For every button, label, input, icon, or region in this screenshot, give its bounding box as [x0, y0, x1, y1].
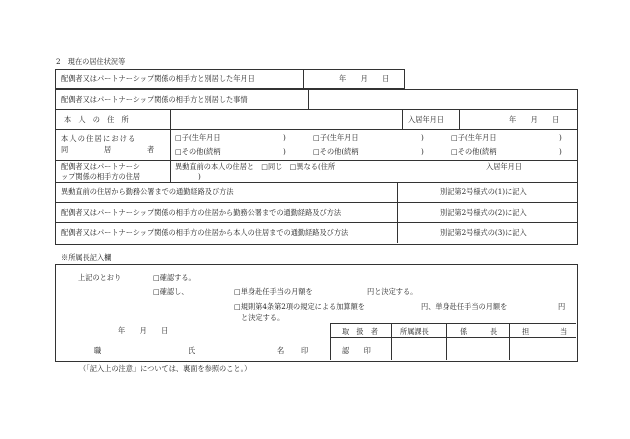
close-paren: ) — [283, 133, 286, 142]
route1-ref: 別記第2号様式の(1)に記入 — [440, 187, 527, 196]
row-line — [55, 109, 577, 110]
divider — [170, 109, 171, 129]
stamp-grid-line — [446, 323, 447, 360]
handler-label: 取 扱 者 — [342, 327, 378, 336]
tanto-label: 担 — [522, 327, 530, 336]
supervisor-date[interactable]: 年 月 日 — [118, 326, 169, 335]
section-heading: 2 現在の居住状況等 — [56, 57, 126, 66]
divider — [303, 69, 304, 88]
supervisor-lead: 上記のとおり — [78, 273, 122, 282]
to-decide-text: と決定する。 — [241, 313, 285, 322]
route3-label: 配偶者又はパートナーシップ関係の相手方の住居から本人の住居までの通勤経路及び方法 — [61, 228, 349, 237]
yen-monthly-text: 円、単身赴任手当の月額を — [421, 302, 508, 311]
stamp-grid-line — [330, 337, 576, 338]
divider — [402, 109, 403, 129]
seal-label: 印 — [301, 346, 309, 355]
route3-ref: 別記第2号様式の(3)に記入 — [440, 228, 527, 237]
separation-date-value[interactable]: 年 月 日 — [339, 74, 390, 83]
move-in-label: 入居年月日 — [408, 115, 444, 124]
close-paren: ) — [283, 147, 286, 156]
confirm-checkbox[interactable]: □確認する。 — [153, 273, 196, 282]
row-line — [55, 160, 577, 161]
cho-label: 長 — [490, 327, 498, 336]
close-paren: ) — [198, 172, 201, 181]
stamp-grid-line — [330, 323, 331, 360]
close-paren: ) — [421, 133, 424, 142]
route1-label: 異動直前の住居から勤務公署までの通勤経路及び方法 — [61, 187, 234, 196]
kakari-label: 係 — [460, 327, 468, 336]
stamp-grid-line — [330, 323, 576, 324]
cohabitant-label-line1: 本人の住居における — [61, 134, 137, 143]
child-checkbox-1[interactable]: □子(生年月日 — [175, 133, 221, 142]
cohabitant-label-reside: 居 — [104, 145, 112, 154]
row-line — [55, 222, 577, 223]
spouse-residence-label-line1: 配偶者又はパートナーシ — [61, 162, 140, 171]
close-paren: ) — [421, 147, 424, 156]
shi-label: 氏 — [188, 346, 196, 355]
own-address-label: 本 人 の 住 所 — [64, 115, 129, 124]
single-allowance-checkbox[interactable]: □単身赴任手当の月額を — [234, 287, 313, 296]
separation-date-label: 配偶者又はパートナーシップ関係の相手方と別居した年月日 — [61, 74, 255, 83]
row-line — [55, 129, 577, 130]
divider — [397, 182, 398, 243]
shoku-label: 職 — [94, 346, 102, 355]
yen-decided-text: 円と決定する。 — [367, 287, 418, 296]
yen-text: 円 — [558, 302, 566, 311]
mei-label: 名 — [277, 346, 285, 355]
close-paren: ) — [559, 147, 562, 156]
divider — [170, 129, 171, 160]
child-checkbox-3[interactable]: □子(生年月日 — [451, 133, 497, 142]
divider — [170, 160, 171, 182]
child-checkbox-2[interactable]: □子(生年月日 — [313, 133, 359, 142]
supervisor-box — [55, 264, 578, 362]
tou-label: 当 — [560, 327, 568, 336]
other-checkbox-1[interactable]: □その他(続柄 — [175, 147, 221, 156]
move-in-value[interactable]: 年 月 日 — [509, 115, 560, 124]
dept-head-label: 所属課長 — [400, 327, 429, 336]
row-line — [55, 202, 577, 203]
spouse-move-in-label: 入居年月日 — [486, 162, 522, 171]
rule-addition-checkbox[interactable]: □規則第4条第2項の規定による加算額を — [234, 302, 365, 311]
cohabitant-label-person: 者 — [147, 145, 155, 154]
route2-label: 配偶者又はパートナーシップ関係の相手方の住居から勤務公署までの通勤経路及び方法 — [61, 208, 342, 217]
separation-reason-label: 配偶者又はパートナーシップ関係の相手方と別居した事情 — [61, 95, 248, 104]
stamp-grid-line — [509, 323, 510, 360]
confirm-with-checkbox[interactable]: □確認し、 — [153, 287, 189, 296]
divider — [459, 109, 460, 129]
route2-ref: 別記第2号様式の(2)に記入 — [440, 208, 527, 217]
divider — [308, 89, 309, 109]
close-paren: ) — [559, 133, 562, 142]
cohabitant-label-same: 同 — [61, 145, 69, 154]
other-checkbox-3[interactable]: □その他(続柄 — [451, 147, 497, 156]
spouse-residence-label-line2: ップ関係の相手方の住居 — [61, 172, 141, 181]
row-line — [55, 182, 577, 183]
stamp-label: 認 印 — [342, 346, 371, 355]
stamp-grid-line — [391, 323, 392, 360]
spouse-residence-options[interactable]: 異動直前の本人の住居と □同じ □異なる(住所 — [175, 162, 336, 171]
other-checkbox-2[interactable]: □その他(続柄 — [313, 147, 359, 156]
footer-note: （「記入上の注意」については、裏面を参照のこと。） — [79, 364, 252, 373]
supervisor-heading: ※所属長記入欄 — [61, 253, 112, 262]
